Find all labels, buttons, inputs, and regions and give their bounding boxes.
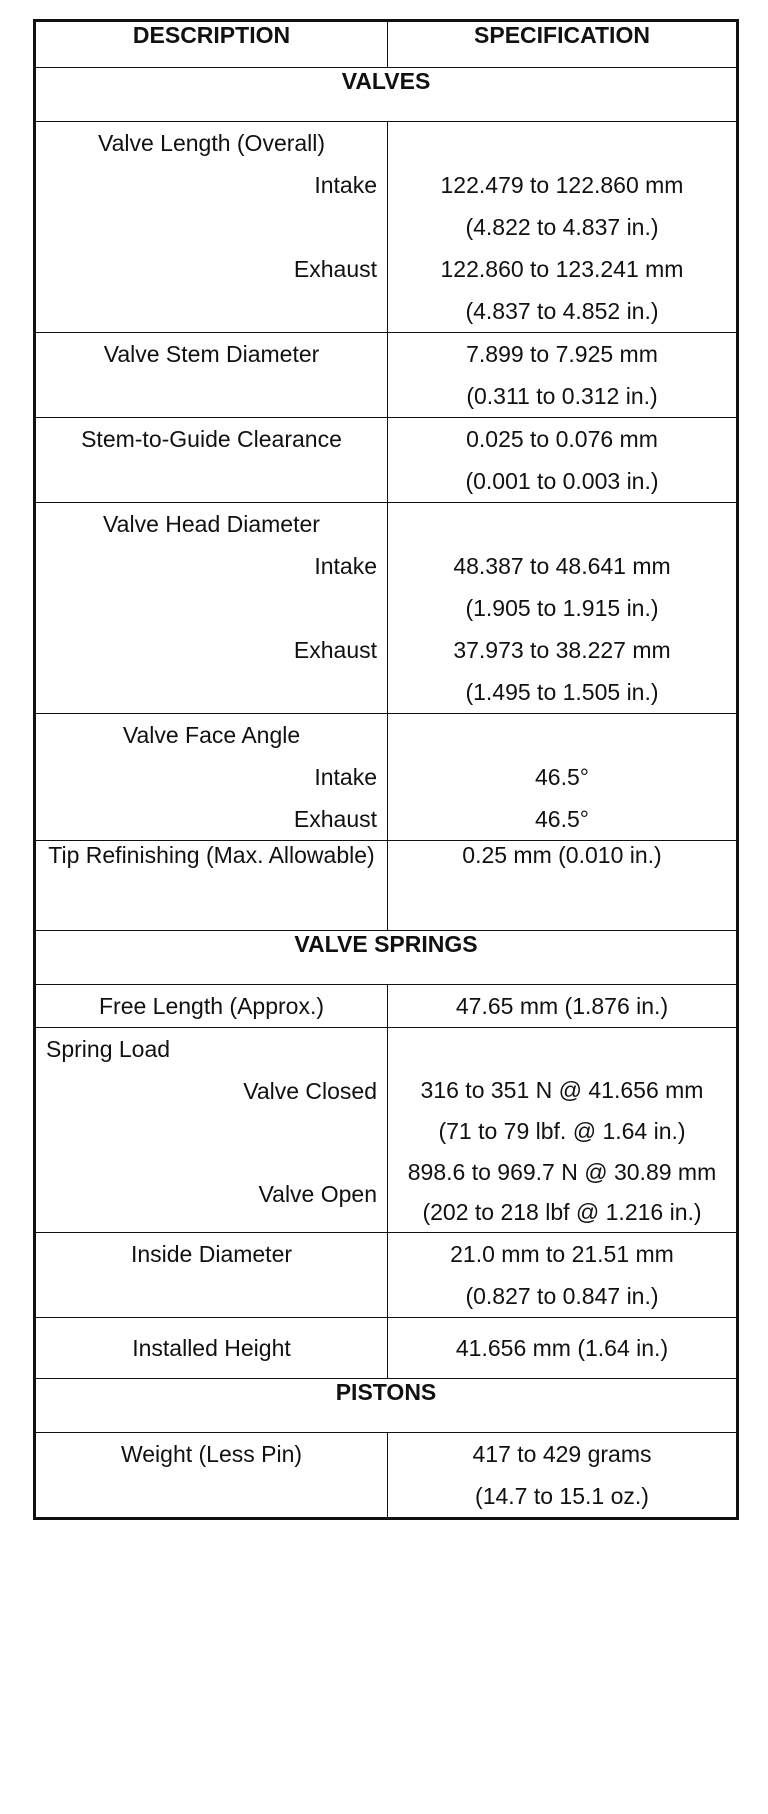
sub-label: Exhaust — [293, 806, 377, 832]
spec-value: 41.656 mm (1.64 in.) — [455, 1335, 669, 1361]
spec-value: 46.5° — [535, 764, 589, 790]
desc-cell — [35, 503, 388, 714]
spec-value: 48.387 to 48.641 mm — [453, 553, 671, 579]
spec-cell — [388, 841, 738, 931]
table-row-face-angle — [35, 714, 738, 841]
spec-value: 316 to 351 N @ 41.656 mm — [420, 1077, 704, 1103]
valve-spec-table — [33, 19, 739, 1520]
spec-value: 37.973 to 38.227 mm — [453, 637, 671, 663]
table-row-piston-weight — [35, 1433, 738, 1519]
sub-label: Valve Open — [258, 1181, 377, 1207]
spec-value: (71 to 79 lbf. @ 1.64 in.) — [438, 1118, 686, 1144]
row-label: Spring Load — [46, 1036, 171, 1062]
spec-value: 7.899 to 7.925 mm — [466, 341, 658, 367]
section-row-valves — [35, 68, 738, 122]
table-row-valve-length — [35, 122, 738, 333]
desc-cell — [35, 1318, 388, 1379]
section-row-valve-springs — [35, 931, 738, 985]
row-label: Tip Refinishing (Max. Allowable) — [48, 842, 375, 868]
spec-value: (1.495 to 1.505 in.) — [465, 679, 659, 705]
row-label: Valve Face Angle — [122, 722, 301, 748]
row-label: Valve Head Diameter — [103, 511, 320, 537]
spec-cell — [388, 985, 738, 1028]
desc-cell — [35, 985, 388, 1028]
spec-value: 0.25 mm (0.010 in.) — [462, 842, 662, 868]
table-row-stem-guide — [35, 418, 738, 503]
spec-value: (0.001 to 0.003 in.) — [465, 468, 659, 494]
table-row-valve-stem — [35, 333, 738, 418]
spec-value: (4.822 to 4.837 in.) — [465, 214, 659, 240]
row-label: Valve Stem Diameter — [103, 341, 320, 367]
spec-value: 21.0 mm to 21.51 mm — [450, 1241, 674, 1267]
spec-cell — [388, 1318, 738, 1379]
table-row-installed-height — [35, 1318, 738, 1379]
spec-cell — [388, 503, 738, 714]
header-row — [35, 21, 738, 68]
spec-value: (4.837 to 4.852 in.) — [465, 298, 659, 324]
table-row-free-length — [35, 985, 738, 1028]
header-specification: SPECIFICATION — [388, 21, 738, 68]
spec-value: 898.6 to 969.7 N @ 30.89 mm — [407, 1159, 717, 1185]
desc-cell — [35, 1233, 388, 1318]
spec-cell — [388, 1233, 738, 1318]
spec-value: 47.65 mm (1.876 in.) — [455, 993, 669, 1019]
spec-value: 122.479 to 122.860 mm — [440, 172, 684, 198]
sub-label: Exhaust — [293, 637, 377, 663]
desc-cell — [35, 714, 388, 841]
desc-cell — [35, 418, 388, 503]
spec-value: (202 to 218 lbf @ 1.216 in.) — [422, 1199, 702, 1225]
spec-cell — [388, 122, 738, 333]
sub-label: Exhaust — [293, 256, 377, 282]
sub-label: Valve Closed — [243, 1078, 377, 1104]
header-description: DESCRIPTION — [35, 21, 388, 68]
row-label: Free Length (Approx.) — [98, 993, 324, 1019]
spec-cell — [388, 418, 738, 503]
row-label: Weight (Less Pin) — [120, 1441, 303, 1467]
spec-value: 46.5° — [535, 806, 589, 832]
desc-cell — [35, 122, 388, 333]
table-row-spring-load — [35, 1028, 738, 1233]
section-title-valves: VALVES — [35, 68, 738, 122]
row-label: Inside Diameter — [130, 1241, 293, 1267]
table-row-valve-head — [35, 503, 738, 714]
spec-value: 417 to 429 grams — [472, 1441, 652, 1467]
spec-cell — [388, 714, 738, 841]
spec-cell — [388, 1028, 738, 1233]
desc-cell — [35, 841, 388, 931]
spec-value: 0.025 to 0.076 mm — [466, 426, 658, 452]
row-label: Valve Length (Overall) — [97, 130, 326, 156]
spec-value: (0.827 to 0.847 in.) — [465, 1283, 659, 1309]
spec-value: (0.311 to 0.312 in.) — [466, 383, 658, 409]
section-title-pistons: PISTONS — [35, 1379, 738, 1433]
spec-cell — [388, 1433, 738, 1519]
sub-label: Intake — [314, 764, 377, 790]
table-row-tip-refinishing — [35, 841, 738, 931]
desc-cell — [35, 1028, 388, 1233]
spec-value: (1.905 to 1.915 in.) — [465, 595, 659, 621]
desc-cell — [35, 1433, 388, 1519]
table-row-inside-diameter — [35, 1233, 738, 1318]
section-row-pistons — [35, 1379, 738, 1433]
spec-value: (14.7 to 15.1 oz.) — [475, 1483, 649, 1509]
spec-value: 122.860 to 123.241 mm — [440, 256, 684, 282]
sub-label: Intake — [314, 553, 377, 579]
row-label: Stem-to-Guide Clearance — [81, 426, 342, 452]
row-label: Installed Height — [132, 1335, 291, 1361]
spec-cell — [388, 333, 738, 418]
sub-label: Intake — [314, 172, 377, 198]
desc-cell — [35, 333, 388, 418]
section-title-valve-springs: VALVE SPRINGS — [35, 931, 738, 985]
